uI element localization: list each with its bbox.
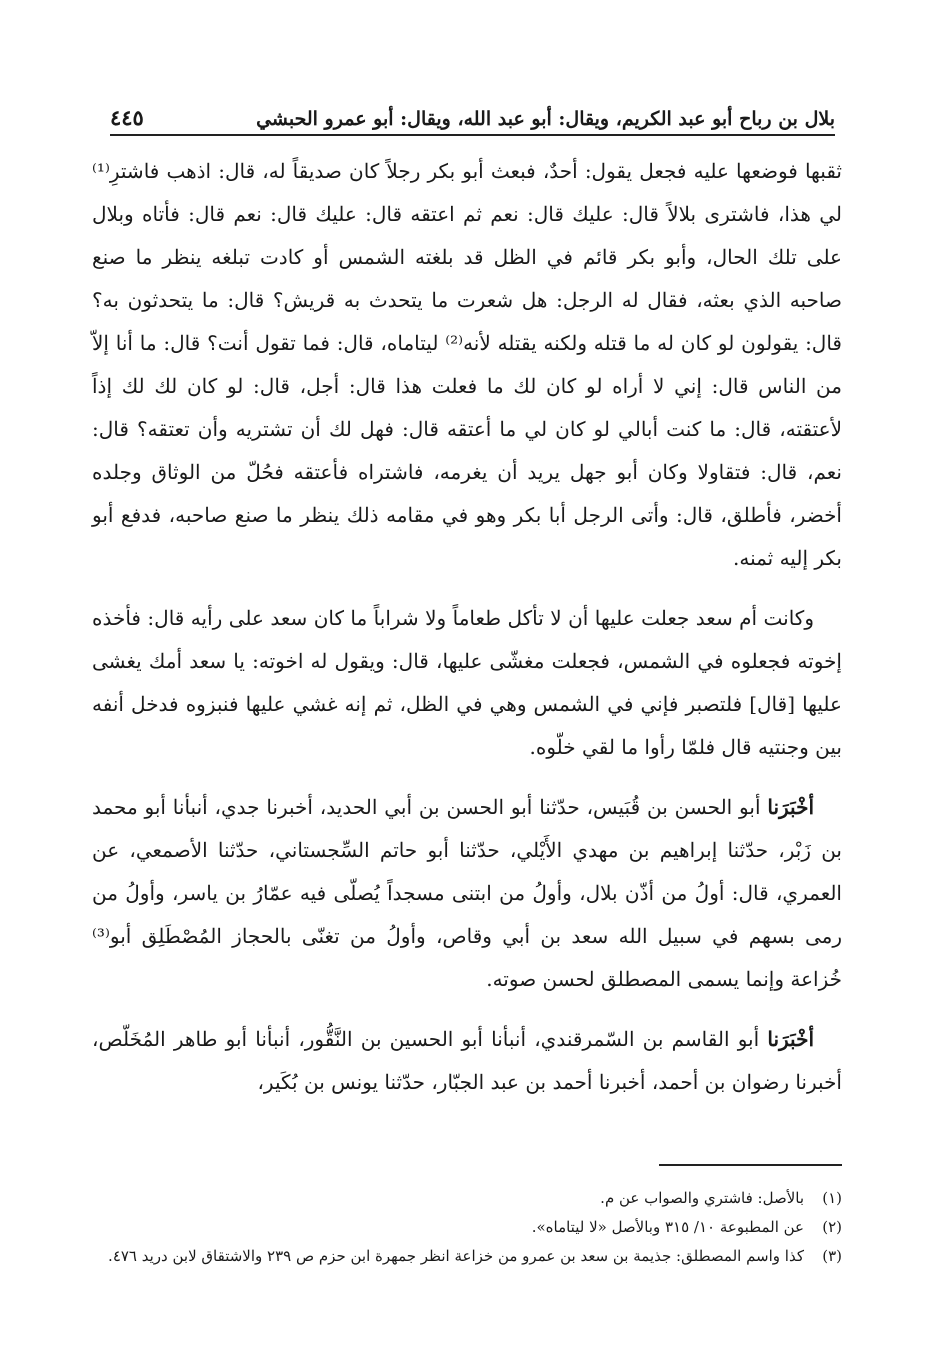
paragraph-text: ثقبها فوضعها عليه فجعل يقول: أحدٌ، فبعث أبو بكر رجلاً كان صديقاً له، قال: اذهب فاشترِ⁽¹⁾ لي هذا، فاشترى بلالاً قال: عليك قال: نعم ثم اعتقه قال: عليك قال: نعم قال: فأتاه وبلال على تلك الحال، وأبو بكر قائم في الظل قد بلغته الشمس أو كادت تبلغه ينظر ما صنع صاحبه الذي بعثه، فقال له الرجل: هل شعرت ما يتحدث به قريش؟ قال: ما يتحدثون به؟ قال: يقولون لو كان له ما قتله ولكنه يقتله لأنه⁽²⁾ ليتاماه، قال: فما تقول أنت؟ قال: ما أنا إلاّ من الناس قال: إني لا أراه لو كان لك ما فعلت هذا قال: أجل، قال: لو كان لك لك إذاً لأعتقته، قال: ما كنت أبالي لو كان لي ما أعتقه قال: فهل لك أن تشتريه وأن تعتقه؟ قال: نعم، قال: فتقاولا وكان أبو جهل يريد أن يغرمه، فاشتراه فأعتقه فحُلّ من الوثاق وجلده أخضر، فأطلق، قال: وأتى الرجل أبا بكر وهو في مقامه ذلك ينظر ما صنع صاحبه، فدفع أبو بكر إليه ثمنه. xyxy=(92,159,842,570)
paragraph xyxy=(92,1018,842,1104)
page-number: ٤٤٥ xyxy=(110,105,144,130)
paragraph-text: وكانت أم سعد جعلت عليها أن لا تأكل طعاماً ولا شراباً ما كان سعد على رأيه قال: فأخذه إخوته فجعلوه في الشمس، فجعلت مغشّى عليها، قال: ويقول له اخوته: يا سعد أمك يغشى عليها [قال] فلتصبر فإني في الشمس وهي في الظل، ثم إنه غشي عليها فنبزوه فدخل أنفه بين وجنتيه قال فلمّا رأوا ما لقي خلّوه. xyxy=(92,606,842,759)
paragraph-lead-word: أخْبَرَنا xyxy=(767,1027,814,1051)
paragraph xyxy=(92,150,842,580)
footnote-number: (٣) xyxy=(822,1247,842,1265)
footnote-divider xyxy=(659,1164,842,1166)
footnote-text: كذا واسم المصطلق: جذيمة بن سعد بن عمرو من خزاعة انظر جمهرة ابن حزم ص ٢٣٩ والاشتقاق لابن دريد ٤٧٦. xyxy=(108,1247,804,1265)
footnote xyxy=(92,1242,842,1271)
paragraph-text: أبو الحسن بن قُبَيس، حدّثنا أبو الحسن بن أبي الحديد، أخبرنا جدي، أنبأنا أبو محمد بن زَبْر، حدّثنا إبراهيم بن مهدي الأَيْلي، حدّثنا أبو حاتم السِّجستاني، حدّثنا الأصمعي، عن العمري، قال: أولُ من أذّن بلال، وأولُ من ابتنى مسجداً يُصلّى فيه عمّارُ بن ياسر، وأولُ من رمى بسهم في سبيل الله سعد بن أبي وقاص، وأولُ من تغنّى بالحجاز المُصْطَلِق أبو⁽³⁾ خُزاعة وإنما يسمى المصطلق لحسن صوته. xyxy=(92,795,842,991)
main-text xyxy=(92,150,842,1104)
header-title: بلال بن رباح أبو عبد الكريم، ويقال: أبو عبد الله، ويقال: أبو عمرو الحبشي xyxy=(256,108,835,130)
paragraph-text: أبو القاسم بن السّمرقندي، أنبأنا أبو الحسين بن النَّقُّور، أنبأنا أبو طاهر المُخَلّص، أخبرنا رضوان بن أحمد، أخبرنا أحمد بن عبد الجبّار، حدّثنا يونس بن بُكَير، xyxy=(92,1027,842,1094)
running-header xyxy=(110,92,835,136)
footnotes xyxy=(92,1184,842,1271)
paragraph-lead-word: أخْبَرَنا xyxy=(767,795,814,819)
paragraph xyxy=(92,597,842,769)
footnote-text: بالأصل: فاشتري والصواب عن م. xyxy=(600,1189,804,1207)
footnote-number: (١) xyxy=(822,1189,842,1207)
footnote-text: عن المطبوعة ١٠/ ٣١٥ وبالأصل «لا ليتاماه». xyxy=(531,1218,804,1236)
footnote xyxy=(92,1213,842,1242)
paragraph xyxy=(92,786,842,1001)
footnote xyxy=(92,1184,842,1213)
footnote-number: (٢) xyxy=(822,1218,842,1236)
